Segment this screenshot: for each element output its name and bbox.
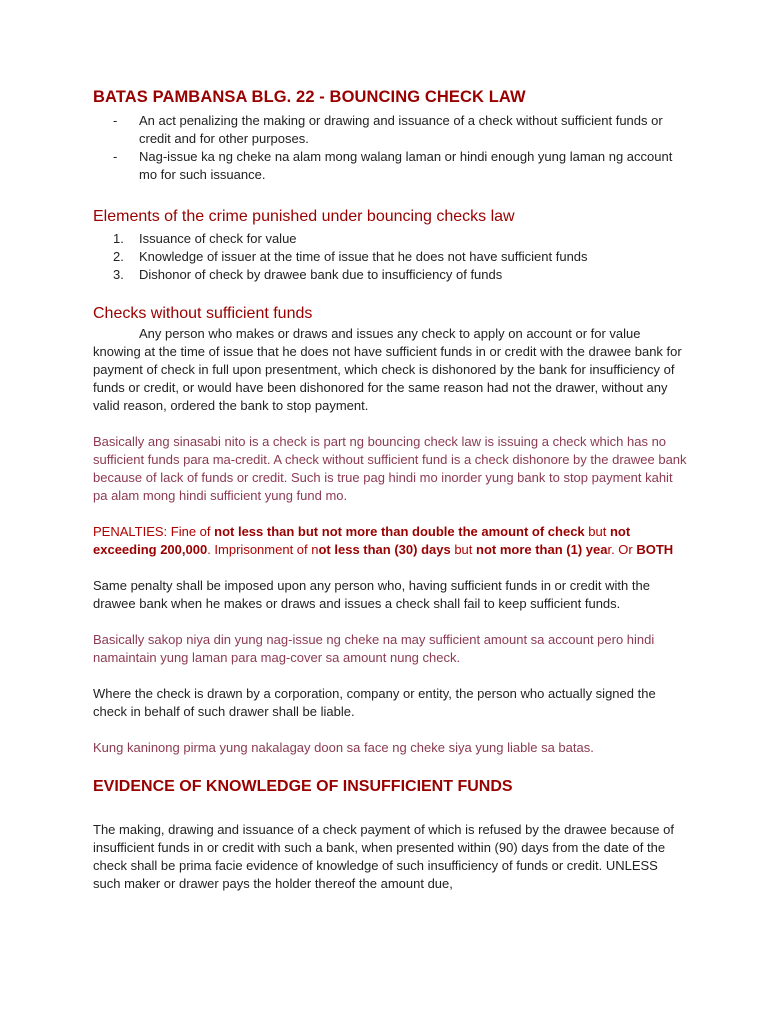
paragraph-definition: Any person who makes or draws and issues any check to apply on account or for value knowing at the time of issue that he does not have sufficient funds in or credit with the drawee bank for payment of check in full upon presentment, which check is dishonored by the bank for insufficiency of funds or credit, or would have been dishonored for the same reason had not the drawer, without any valid reason, ordered the bank to stop payment. (93, 326, 682, 413)
penalties-bold: BOTH (636, 542, 674, 557)
penalties-text: . Imprisonment of n (207, 542, 319, 557)
penalties-bold: not more than (1) yea (476, 542, 608, 557)
penalties-bold: not exceeding 200,000 (93, 524, 631, 557)
list-item-text: Issuance of check for value (139, 231, 297, 246)
penalties-text: PENALTIES: Fine of (93, 524, 215, 539)
paragraph-penalties (93, 523, 688, 559)
paragraph-explanation-3: Kung kaninong pirma yung nakalagay doon sa face ng cheke siya yung liable sa batas. (93, 740, 594, 755)
list-marker: - (113, 113, 118, 128)
paragraph-explanation-2: Basically sakop niya din yung nag-issue ng cheke na may sufficient amount sa account pero hindi namaintain yung laman para mag-cover sa amount nung check. (93, 632, 655, 665)
list-marker: 3. (113, 267, 124, 282)
penalties-bold: ot less than (30) days (318, 542, 451, 557)
paragraph-corporation: Where the check is drawn by a corporation, company or entity, the person who actually signed the check in behalf of such drawer shall be liable. (93, 686, 656, 719)
list-item-text: An act penalizing the making or drawing and issuance of a check without sufficient funds or credit and for other purposes. (139, 113, 663, 146)
paragraph-evidence: The making, drawing and issuance of a check payment of which is refused by the drawee because of insufficient funds in or credit with such a bank, when presented within (90) days from the date of the check shall be prima facie evidence of knowledge of such insufficiency of funds or credit. UNLESS such maker or drawer pays the holder thereof the amount due, (93, 822, 674, 891)
list-item (93, 112, 688, 148)
list-marker: 2. (113, 249, 124, 264)
definition-list (93, 112, 688, 184)
penalties-text: but (450, 542, 476, 557)
paragraph-explanation: Basically ang sinasabi nito is a check is part ng bouncing check law is issuing a check which has no sufficient funds para ma-credit. A check without sufficient fund is a check dishonore by the drawee bank because of lack of funds or credit. Such is true pag hindi mo inorder yung bank to stop payment kahit pa alam mong hindi sufficient yung fund mo. (93, 434, 687, 503)
penalties-bold: not less than but not more than double the amount of check (214, 524, 585, 539)
list-item (93, 148, 688, 184)
list-marker: - (113, 149, 118, 164)
elements-list (93, 230, 688, 284)
list-item (93, 266, 688, 284)
section-title-elements: Elements of the crime punished under bouncing checks law (93, 208, 515, 225)
list-marker: 1. (113, 231, 124, 246)
penalties-text: but (584, 524, 610, 539)
list-item (93, 248, 688, 266)
list-item-text: Nag-issue ka ng cheke na alam mong walang laman or hindi enough yung laman ng account mo for such issuance. (139, 149, 673, 182)
section-title-checks-without-funds: Checks without sufficient funds (93, 305, 313, 322)
section-title-evidence: EVIDENCE OF KNOWLEDGE OF INSUFFICIENT FUNDS (93, 778, 513, 795)
penalties-text: r. Or (607, 542, 637, 557)
list-item-text: Knowledge of issuer at the time of issue that he does not have sufficient funds (139, 249, 588, 264)
section-title-bouncing-check-law: BATAS PAMBANSA BLG. 22 - BOUNCING CHECK LAW (93, 88, 526, 106)
list-item (93, 230, 688, 248)
list-item-text: Dishonor of check by drawee bank due to insufficiency of funds (139, 267, 503, 282)
paragraph-same-penalty: Same penalty shall be imposed upon any person who, having sufficient funds in or credit with the drawee bank when he makes or draws and issues a check shall fail to keep sufficient funds. (93, 578, 650, 611)
